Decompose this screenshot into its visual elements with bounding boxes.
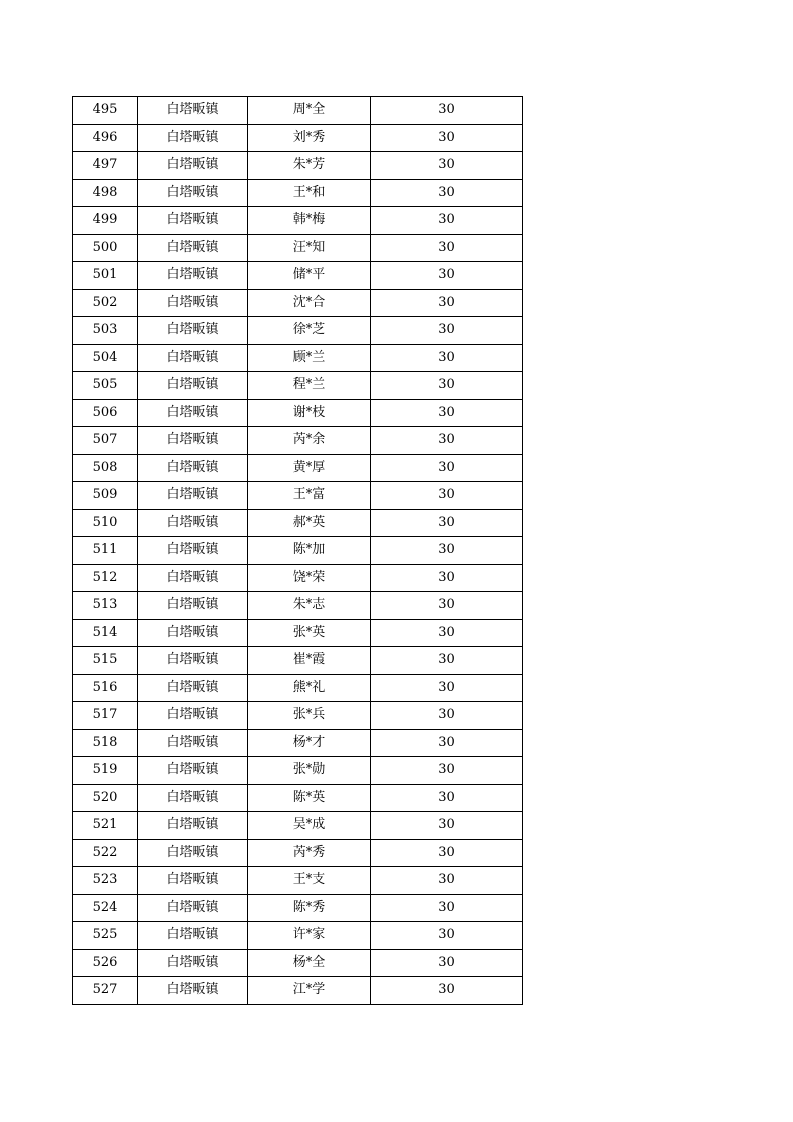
- name-cell: 王*支: [248, 867, 371, 895]
- row-number-cell: 502: [73, 289, 138, 317]
- row-number-cell: 508: [73, 454, 138, 482]
- town-cell: 白塔畈镇: [138, 427, 248, 455]
- town-cell: 白塔畈镇: [138, 482, 248, 510]
- town-cell: 白塔畈镇: [138, 537, 248, 565]
- amount-cell: 30: [371, 509, 523, 537]
- name-cell: 王*和: [248, 179, 371, 207]
- table-row: [73, 289, 523, 317]
- row-number-cell: 501: [73, 262, 138, 290]
- name-cell: 韩*梅: [248, 207, 371, 235]
- row-number-cell: 510: [73, 509, 138, 537]
- amount-cell: 30: [371, 289, 523, 317]
- town-cell: 白塔畈镇: [138, 509, 248, 537]
- table-row: [73, 482, 523, 510]
- row-number-cell: 500: [73, 234, 138, 262]
- town-cell: 白塔畈镇: [138, 289, 248, 317]
- table-row: [73, 922, 523, 950]
- name-cell: 张*英: [248, 619, 371, 647]
- name-cell: 汪*知: [248, 234, 371, 262]
- name-cell: 饶*荣: [248, 564, 371, 592]
- row-number-cell: 523: [73, 867, 138, 895]
- amount-cell: 30: [371, 922, 523, 950]
- row-number-cell: 511: [73, 537, 138, 565]
- town-cell: 白塔畈镇: [138, 647, 248, 675]
- name-cell: 王*富: [248, 482, 371, 510]
- row-number-cell: 527: [73, 977, 138, 1005]
- amount-cell: 30: [371, 949, 523, 977]
- amount-cell: 30: [371, 262, 523, 290]
- town-cell: 白塔畈镇: [138, 372, 248, 400]
- table-row: [73, 867, 523, 895]
- row-number-cell: 509: [73, 482, 138, 510]
- table-row: [73, 702, 523, 730]
- row-number-cell: 496: [73, 124, 138, 152]
- town-cell: 白塔畈镇: [138, 454, 248, 482]
- town-cell: 白塔畈镇: [138, 317, 248, 345]
- amount-cell: 30: [371, 894, 523, 922]
- name-cell: 陈*加: [248, 537, 371, 565]
- row-number-cell: 498: [73, 179, 138, 207]
- name-cell: 张*兵: [248, 702, 371, 730]
- table-row: [73, 207, 523, 235]
- roster-table: [72, 96, 523, 1005]
- amount-cell: 30: [371, 97, 523, 125]
- row-number-cell: 521: [73, 812, 138, 840]
- table-row: [73, 427, 523, 455]
- amount-cell: 30: [371, 647, 523, 675]
- name-cell: 黄*厚: [248, 454, 371, 482]
- row-number-cell: 520: [73, 784, 138, 812]
- row-number-cell: 519: [73, 757, 138, 785]
- table-row: [73, 262, 523, 290]
- name-cell: 郝*英: [248, 509, 371, 537]
- amount-cell: 30: [371, 564, 523, 592]
- row-number-cell: 512: [73, 564, 138, 592]
- amount-cell: 30: [371, 729, 523, 757]
- name-cell: 杨*全: [248, 949, 371, 977]
- row-number-cell: 495: [73, 97, 138, 125]
- town-cell: 白塔畈镇: [138, 124, 248, 152]
- row-number-cell: 506: [73, 399, 138, 427]
- amount-cell: 30: [371, 179, 523, 207]
- name-cell: 顾*兰: [248, 344, 371, 372]
- name-cell: 储*平: [248, 262, 371, 290]
- amount-cell: 30: [371, 234, 523, 262]
- row-number-cell: 515: [73, 647, 138, 675]
- amount-cell: 30: [371, 702, 523, 730]
- table-row: [73, 784, 523, 812]
- table-row: [73, 977, 523, 1005]
- amount-cell: 30: [371, 812, 523, 840]
- town-cell: 白塔畈镇: [138, 894, 248, 922]
- row-number-cell: 514: [73, 619, 138, 647]
- table-row: [73, 399, 523, 427]
- row-number-cell: 524: [73, 894, 138, 922]
- row-number-cell: 497: [73, 152, 138, 180]
- table-row: [73, 619, 523, 647]
- table-row: [73, 949, 523, 977]
- town-cell: 白塔畈镇: [138, 619, 248, 647]
- town-cell: 白塔畈镇: [138, 564, 248, 592]
- name-cell: 芮*余: [248, 427, 371, 455]
- amount-cell: 30: [371, 977, 523, 1005]
- table-row: [73, 179, 523, 207]
- amount-cell: 30: [371, 674, 523, 702]
- town-cell: 白塔畈镇: [138, 152, 248, 180]
- name-cell: 朱*志: [248, 592, 371, 620]
- name-cell: 杨*才: [248, 729, 371, 757]
- table-row: [73, 729, 523, 757]
- name-cell: 程*兰: [248, 372, 371, 400]
- name-cell: 吴*成: [248, 812, 371, 840]
- amount-cell: 30: [371, 399, 523, 427]
- town-cell: 白塔畈镇: [138, 97, 248, 125]
- name-cell: 周*全: [248, 97, 371, 125]
- amount-cell: 30: [371, 207, 523, 235]
- name-cell: 朱*芳: [248, 152, 371, 180]
- amount-cell: 30: [371, 427, 523, 455]
- name-cell: 张*勋: [248, 757, 371, 785]
- name-cell: 徐*芝: [248, 317, 371, 345]
- town-cell: 白塔畈镇: [138, 839, 248, 867]
- town-cell: 白塔畈镇: [138, 949, 248, 977]
- amount-cell: 30: [371, 482, 523, 510]
- row-number-cell: 507: [73, 427, 138, 455]
- table-row: [73, 674, 523, 702]
- table-row: [73, 454, 523, 482]
- table-row: [73, 317, 523, 345]
- amount-cell: 30: [371, 317, 523, 345]
- table-row: [73, 757, 523, 785]
- amount-cell: 30: [371, 124, 523, 152]
- table-row: [73, 839, 523, 867]
- row-number-cell: 499: [73, 207, 138, 235]
- table-row: [73, 537, 523, 565]
- amount-cell: 30: [371, 372, 523, 400]
- amount-cell: 30: [371, 537, 523, 565]
- amount-cell: 30: [371, 619, 523, 647]
- table-row: [73, 344, 523, 372]
- table-row: [73, 97, 523, 125]
- row-number-cell: 517: [73, 702, 138, 730]
- row-number-cell: 518: [73, 729, 138, 757]
- amount-cell: 30: [371, 867, 523, 895]
- town-cell: 白塔畈镇: [138, 812, 248, 840]
- amount-cell: 30: [371, 592, 523, 620]
- table-row: [73, 509, 523, 537]
- row-number-cell: 505: [73, 372, 138, 400]
- town-cell: 白塔畈镇: [138, 262, 248, 290]
- town-cell: 白塔畈镇: [138, 729, 248, 757]
- town-cell: 白塔畈镇: [138, 922, 248, 950]
- row-number-cell: 503: [73, 317, 138, 345]
- row-number-cell: 504: [73, 344, 138, 372]
- table-row: [73, 234, 523, 262]
- table-row: [73, 812, 523, 840]
- town-cell: 白塔畈镇: [138, 399, 248, 427]
- table-row: [73, 152, 523, 180]
- amount-cell: 30: [371, 152, 523, 180]
- amount-cell: 30: [371, 784, 523, 812]
- amount-cell: 30: [371, 454, 523, 482]
- row-number-cell: 522: [73, 839, 138, 867]
- town-cell: 白塔畈镇: [138, 702, 248, 730]
- name-cell: 芮*秀: [248, 839, 371, 867]
- table-row: [73, 564, 523, 592]
- name-cell: 沈*合: [248, 289, 371, 317]
- table-row: [73, 647, 523, 675]
- roster-table-body: [73, 97, 523, 1005]
- name-cell: 许*家: [248, 922, 371, 950]
- town-cell: 白塔畈镇: [138, 234, 248, 262]
- row-number-cell: 526: [73, 949, 138, 977]
- town-cell: 白塔畈镇: [138, 592, 248, 620]
- town-cell: 白塔畈镇: [138, 179, 248, 207]
- name-cell: 熊*礼: [248, 674, 371, 702]
- name-cell: 刘*秀: [248, 124, 371, 152]
- amount-cell: 30: [371, 839, 523, 867]
- amount-cell: 30: [371, 344, 523, 372]
- town-cell: 白塔畈镇: [138, 977, 248, 1005]
- table-row: [73, 592, 523, 620]
- name-cell: 陈*秀: [248, 894, 371, 922]
- table-row: [73, 124, 523, 152]
- town-cell: 白塔畈镇: [138, 207, 248, 235]
- name-cell: 陈*英: [248, 784, 371, 812]
- amount-cell: 30: [371, 757, 523, 785]
- town-cell: 白塔畈镇: [138, 757, 248, 785]
- town-cell: 白塔畈镇: [138, 784, 248, 812]
- row-number-cell: 525: [73, 922, 138, 950]
- row-number-cell: 516: [73, 674, 138, 702]
- town-cell: 白塔畈镇: [138, 674, 248, 702]
- name-cell: 江*学: [248, 977, 371, 1005]
- name-cell: 崔*霞: [248, 647, 371, 675]
- name-cell: 谢*枝: [248, 399, 371, 427]
- row-number-cell: 513: [73, 592, 138, 620]
- town-cell: 白塔畈镇: [138, 867, 248, 895]
- town-cell: 白塔畈镇: [138, 344, 248, 372]
- table-row: [73, 372, 523, 400]
- table-row: [73, 894, 523, 922]
